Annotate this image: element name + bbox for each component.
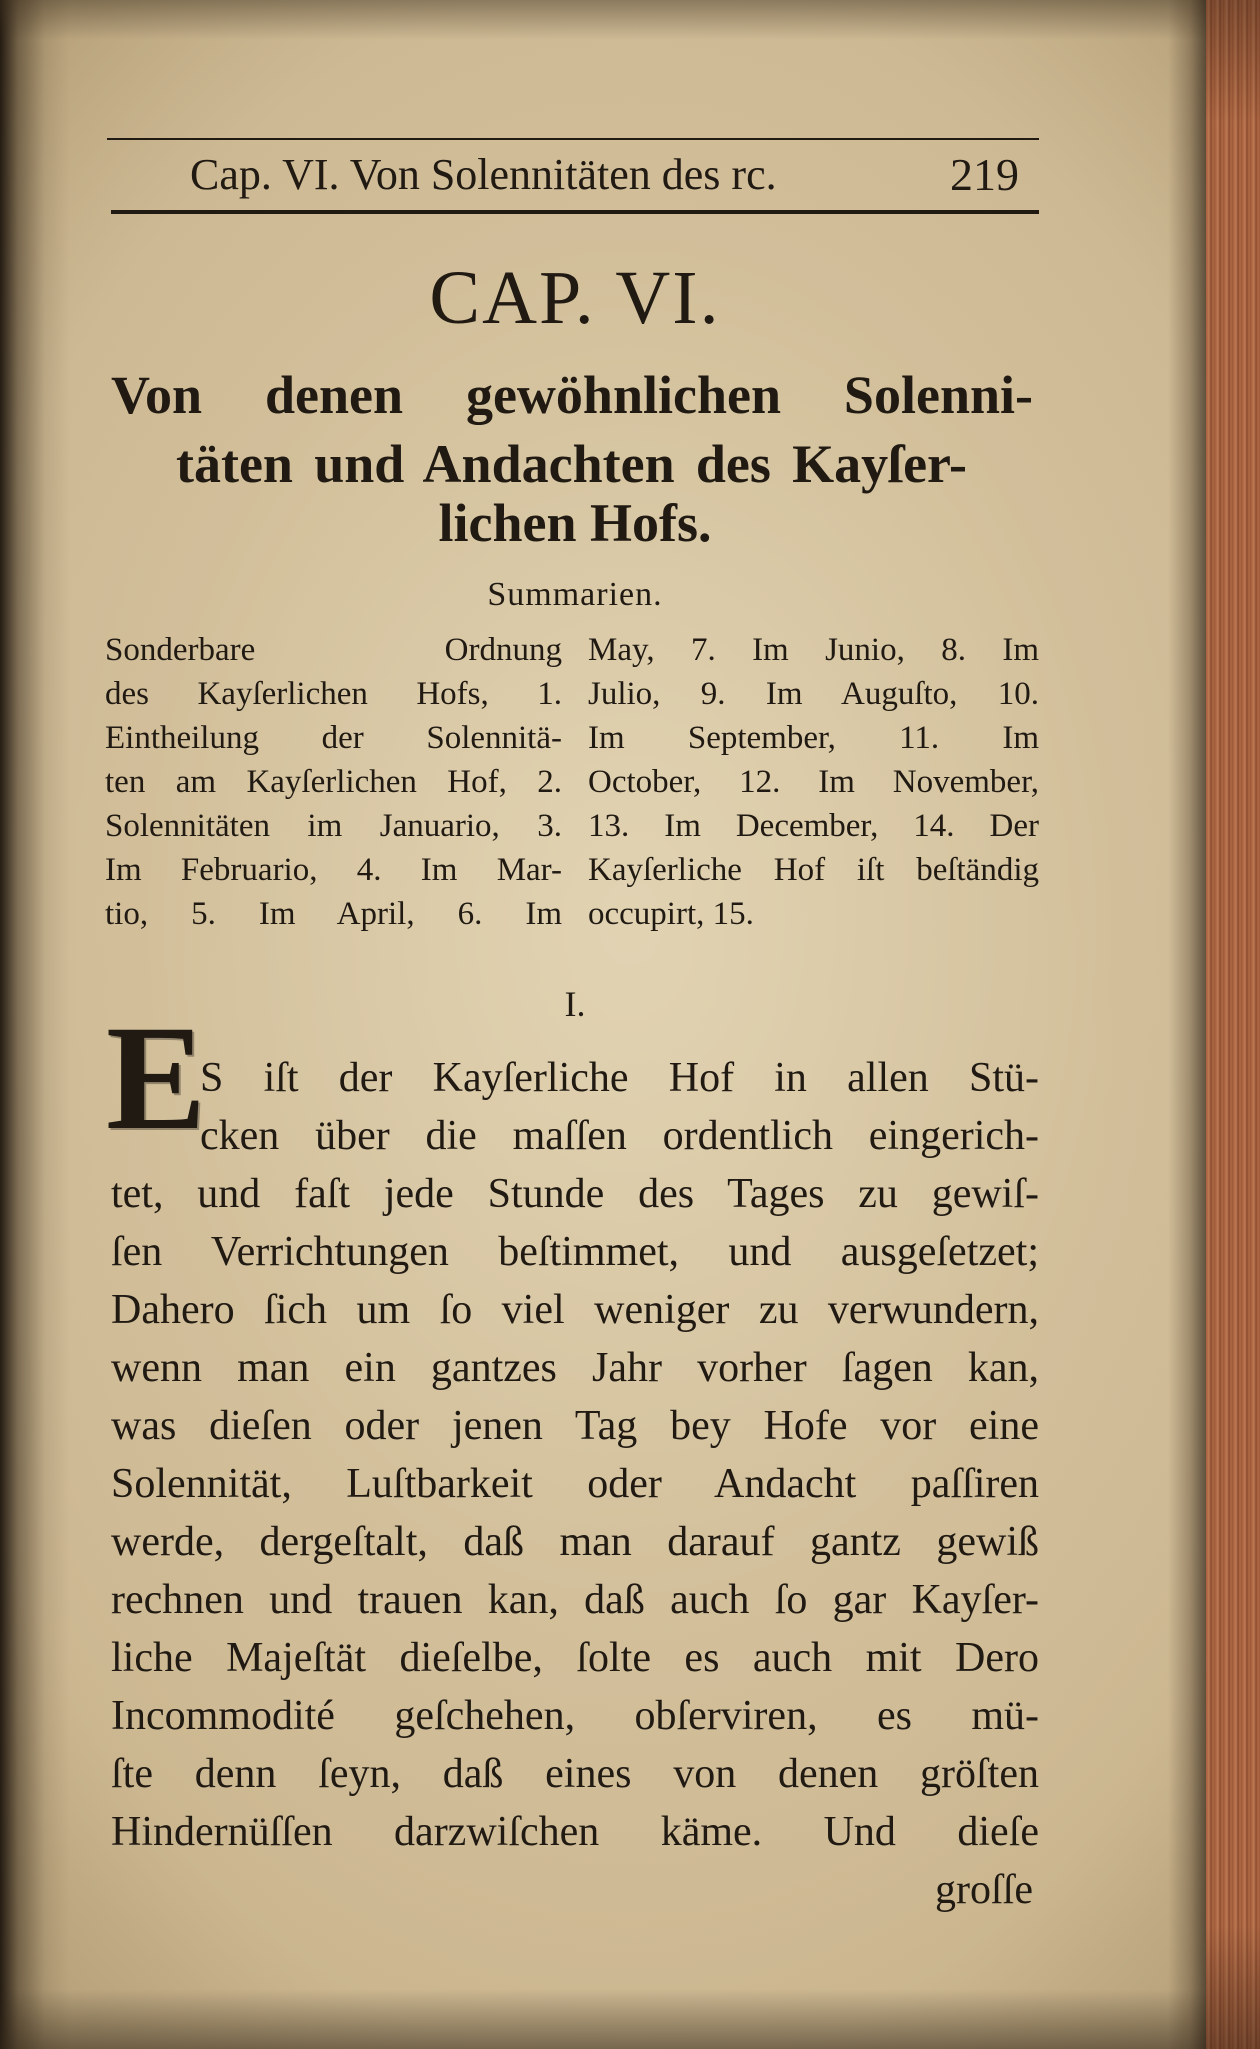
- summary-line: 13. Im December, 14. Der: [588, 808, 1039, 844]
- text-line: was dieſen oder jenen Tag bey Hofe vor eine: [111, 1403, 1039, 1449]
- chapter-title-line: Von denen gewöhnlichen Solenni-: [111, 365, 1033, 425]
- summary-line: occupirt, 15.: [588, 896, 754, 932]
- summary-left-column: [105, 628, 562, 936]
- summary-line: Solennitäten im Januario, 3.: [105, 808, 562, 844]
- chapter-label: CAP. VI.: [429, 256, 721, 340]
- summary-line: tio, 5. Im April, 6. Im: [105, 896, 562, 932]
- summary-right-column: [588, 628, 1039, 936]
- text-line: S iſt der Kayſerliche Hof in allen Stü-: [200, 1055, 1039, 1101]
- body-paragraph: [111, 1049, 1039, 1919]
- page-number: 219: [950, 149, 1019, 200]
- catchword: groſſe: [935, 1867, 1033, 1913]
- section-number: I.: [564, 984, 586, 1024]
- bottom-edge-shadow: [0, 1989, 1260, 2049]
- chapter-title-line: lichen Hofs.: [438, 493, 712, 553]
- summary-line: ten am Kayſerlichen Hof, 2.: [105, 764, 562, 800]
- page-edges: [1206, 0, 1260, 2049]
- text-line: Dahero ſich um ſo viel weniger zu verwundern,: [111, 1287, 1039, 1333]
- page-fold-shadow: [1168, 0, 1208, 2049]
- summary-line: des Kayſerlichen Hofs, 1.: [105, 676, 562, 712]
- text-line: tet, und faſt jede Stunde des Tages zu gewiſ-: [111, 1171, 1039, 1217]
- header-rule-bottom: [111, 210, 1039, 214]
- text-line: Hindernüſſen darzwiſchen käme. Und dieſe: [111, 1809, 1039, 1855]
- text-line: Incommodité geſchehen, obſerviren, es mü-: [111, 1693, 1039, 1739]
- text-line: ſen Verrichtungen beſtimmet, und ausgeſetzet;: [111, 1229, 1039, 1275]
- summary-line: Im September, 11. Im: [588, 720, 1039, 756]
- text-line: liche Majeſtät dieſelbe, ſolte es auch mit Dero: [111, 1635, 1039, 1681]
- summary-line: Sonderbare Ordnung: [105, 632, 562, 668]
- summary-line: October, 12. Im November,: [588, 764, 1039, 800]
- text-line: Solennität, Luſtbarkeit oder Andacht paſſiren: [111, 1461, 1039, 1507]
- top-edge-shadow: [0, 0, 1260, 40]
- header-rule-top: [107, 138, 1039, 140]
- summary-line: Kayſerliche Hof iſt beſtändig: [588, 852, 1039, 888]
- summary-line: Im Februario, 4. Im Mar-: [105, 852, 562, 888]
- text-line: werde, dergeſtalt, daß man darauf gantz gewiß: [111, 1519, 1039, 1565]
- text-line: wenn man ein gantzes Jahr vorher ſagen kan,: [111, 1345, 1039, 1391]
- text-line: rechnen und trauen kan, daß auch ſo gar Kayſer-: [111, 1577, 1039, 1623]
- drop-cap: E: [106, 995, 207, 1161]
- running-title: Cap. VI. Von Solennitäten des rc.: [190, 150, 777, 199]
- text-line: cken über die maſſen ordentlich eingerich-: [200, 1113, 1039, 1159]
- summary-line: Eintheilung der Solennitä-: [105, 720, 562, 756]
- summary-line: Julio, 9. Im Auguſto, 10.: [588, 676, 1039, 712]
- summary-heading: Summarien.: [487, 576, 663, 613]
- binding-shadow: [0, 0, 70, 2049]
- text-line: ſte denn ſeyn, daß eines von denen gröſten: [111, 1751, 1039, 1797]
- chapter-title-line: täten und Andachten des Kayſer-: [176, 434, 967, 494]
- summary-line: May, 7. Im Junio, 8. Im: [588, 632, 1039, 668]
